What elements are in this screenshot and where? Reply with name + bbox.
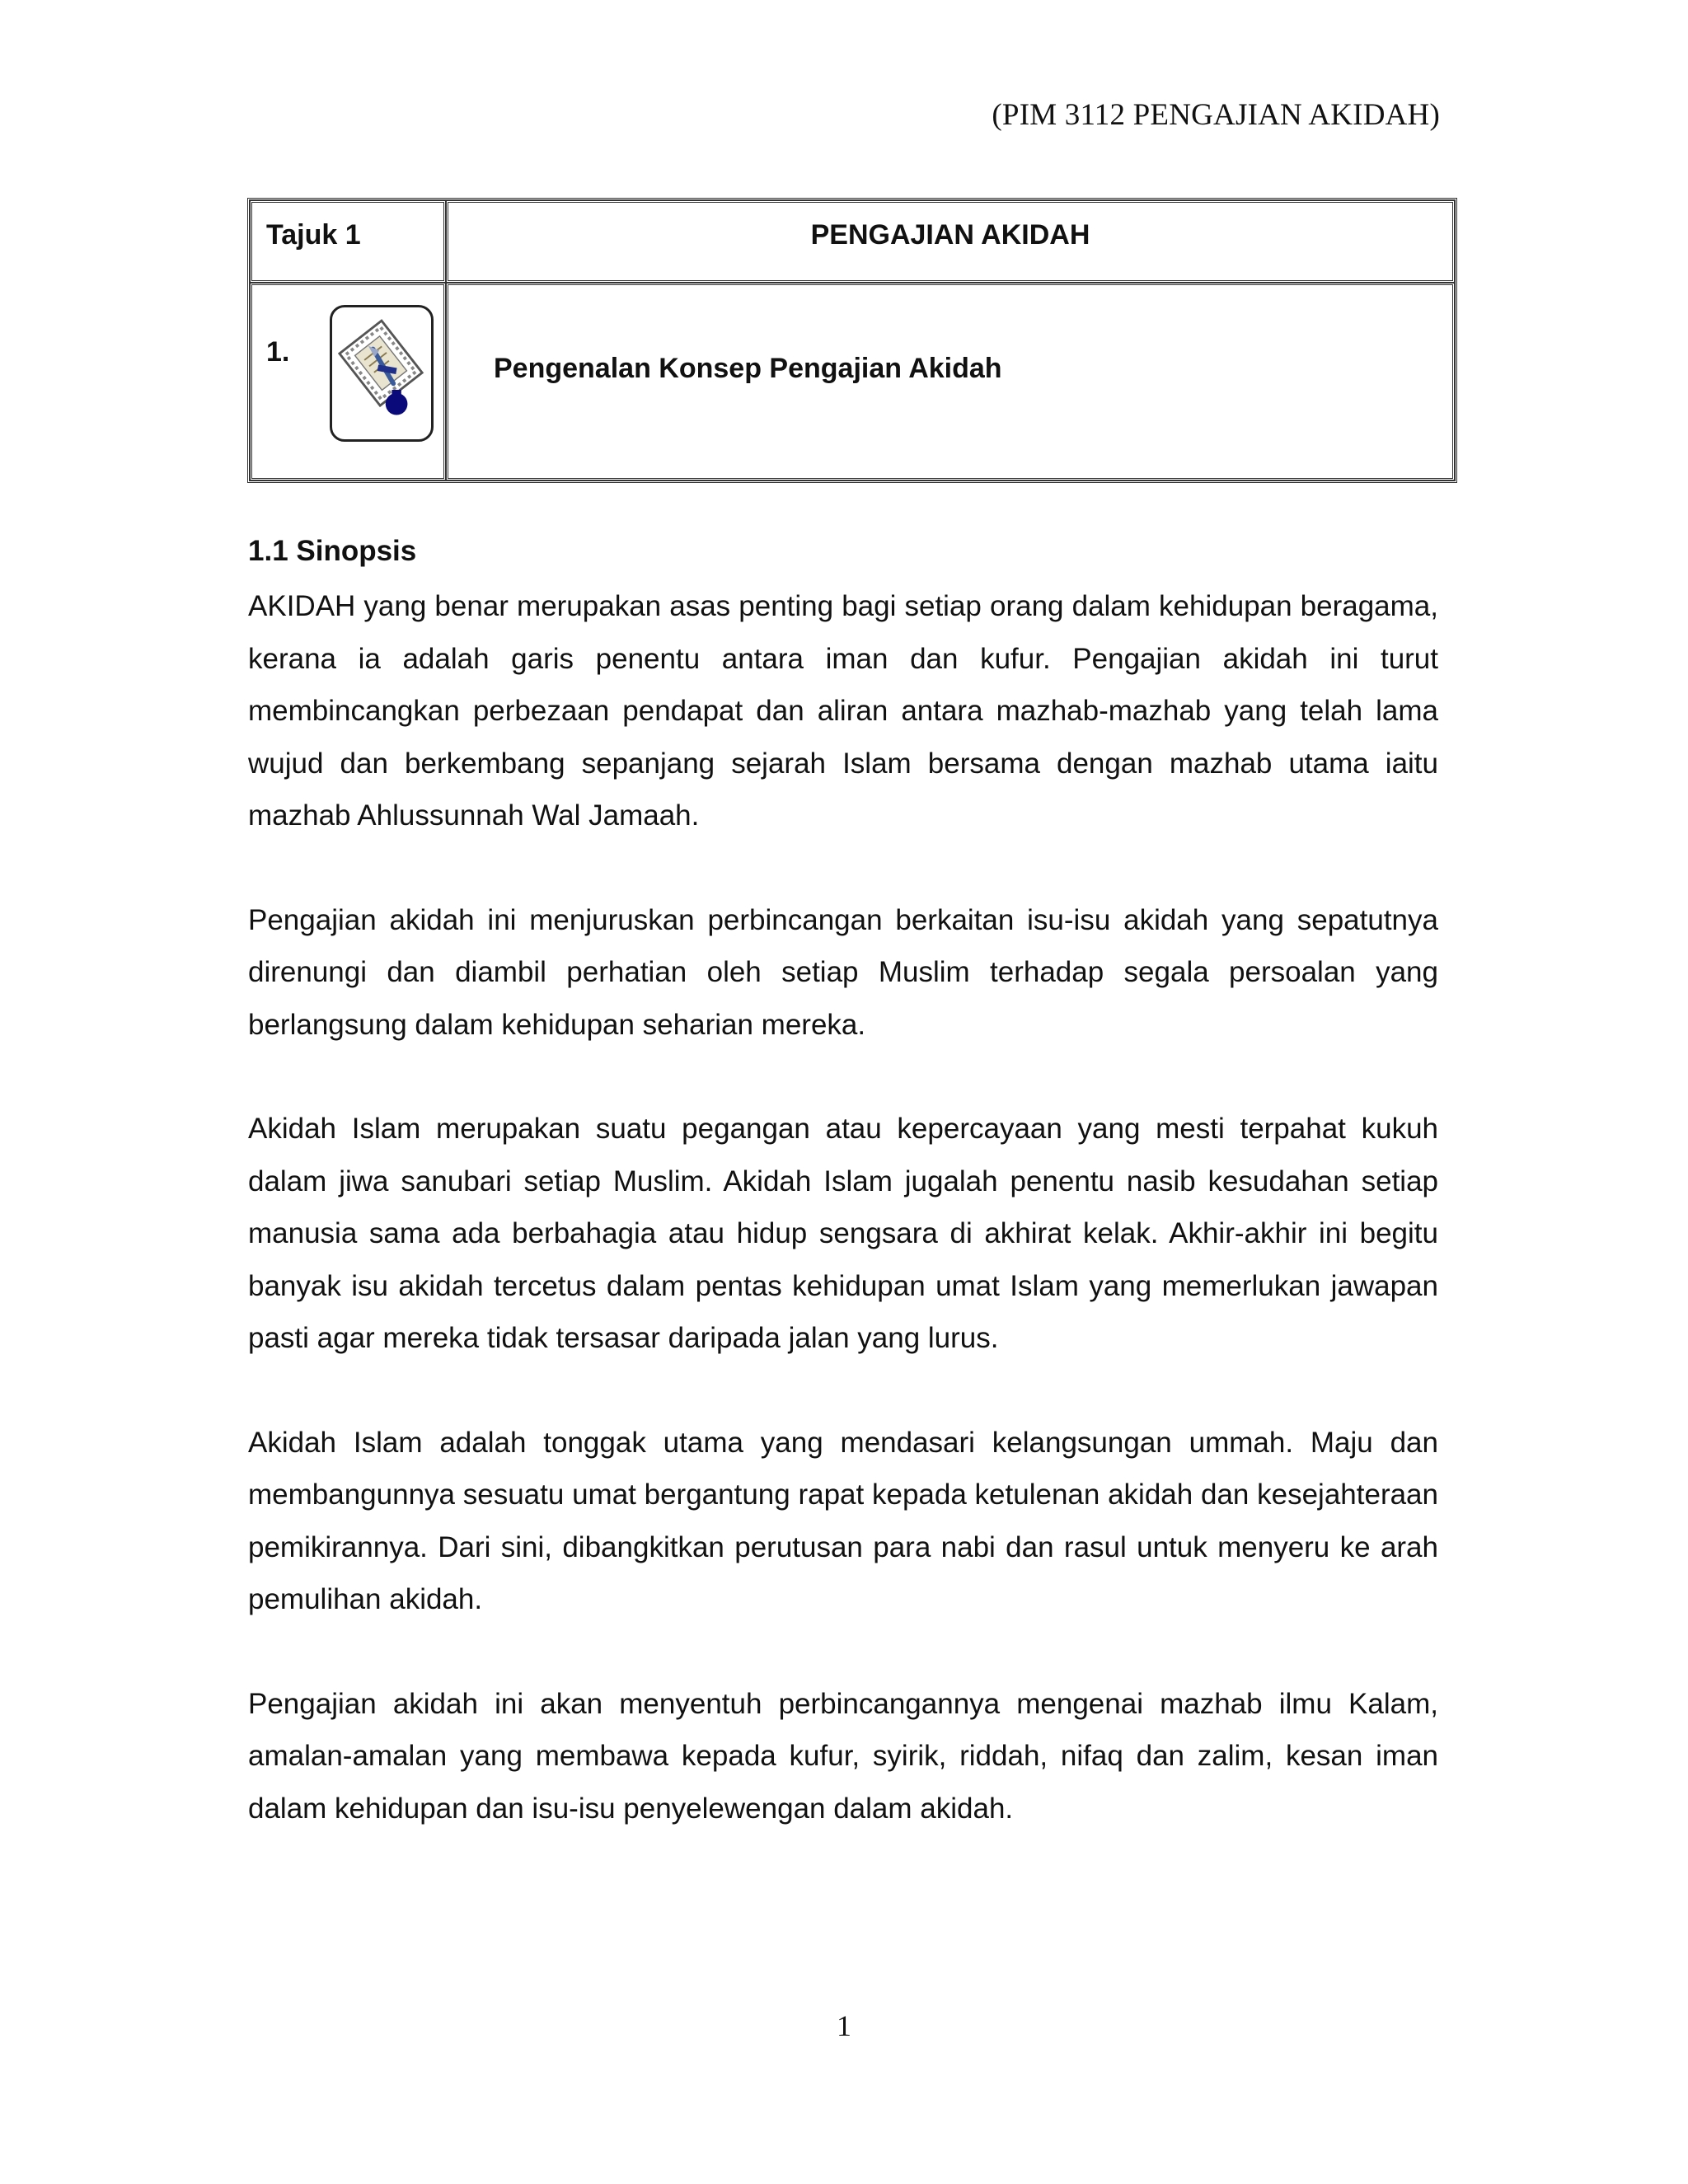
synopsis-paragraph-2: Pengajian akidah ini menjuruskan perbincangan berkaitan isu-isu akidah yang sepatutnya direnungi dan diambil perhatian oleh setiap Muslim terhadap segala persoalan yang berlangsung dalam kehidupan seharian mereka. [248,903,1438,1041]
synopsis-paragraph-4: Akidah Islam adalah tonggak utama yang mendasari kelangsungan ummah. Maju dan membangunnya sesuatu umat bergantung rapat kepada ketulenan akidah dan kesejahteraan pemikirannya. Dari sini, dibangkitkan perutusan para nabi dan rasul untuk menyeru ke arah pemulihan akidah. [248,1426,1438,1615]
section-title-cell [446,283,1455,480]
topic-label-cell [250,200,446,283]
topic-table [247,198,1457,483]
synopsis-section [248,532,1438,1886]
topic-row [250,200,1455,283]
running-header: (PIM 3112 PENGAJIAN AKIDAH) [992,98,1440,132]
synopsis-paragraph-1: AKIDAH yang benar merupakan asas penting bagi setiap orang dalam kehidupan beragama, kerana ia adalah garis penentu antara iman dan kufur. Pengajian akidah ini turut membincangkan perbezaan pendapat dan aliran antara mazhab-mazhab yang telah lama wujud dan berkembang sepanjang sejarah Islam bersama dengan mazhab utama iaitu mazhab Ahlussunnah Wal Jamaah. [248,590,1438,832]
section-row [250,283,1455,480]
page-number: 1 [837,2009,851,2042]
synopsis-heading: 1.1 Sinopsis [248,535,417,567]
section-number: 1. [266,336,290,368]
topic-title-cell [446,200,1455,283]
topic-title: PENGAJIAN AKIDAH [810,219,1090,251]
topic-label: Tajuk 1 [266,219,361,251]
section-title: Pengenalan Konsep Pengajian Akidah [494,353,1002,384]
synopsis-paragraph-5: Pengajian akidah ini akan menyentuh perbincangannya mengenai mazhab ilmu Kalam, amalan-amalan yang membawa kepada kufur, syirik, riddah, nifaq dan zalim, kesan iman dalam kehidupan dan isu-isu penyelewengan dalam akidah. [248,1687,1438,1825]
writing-document-icon [330,305,434,442]
section-number-cell [250,283,446,480]
synopsis-paragraph-3: Akidah Islam merupakan suatu pegangan atau kepercayaan yang mesti terpahat kukuh dalam jiwa sanubari setiap Muslim. Akidah Islam jugalah penentu nasib kesudahan setiap manusia sama ada berbahagia atau hidup sengsara di akhirat kelak. Akhir-akhir ini begitu banyak isu akidah tercetus dalam pentas kehidupan umat Islam yang memerlukan jawapan pasti agar mereka tidak tersasar daripada jalan yang lurus. [248,1113,1438,1354]
